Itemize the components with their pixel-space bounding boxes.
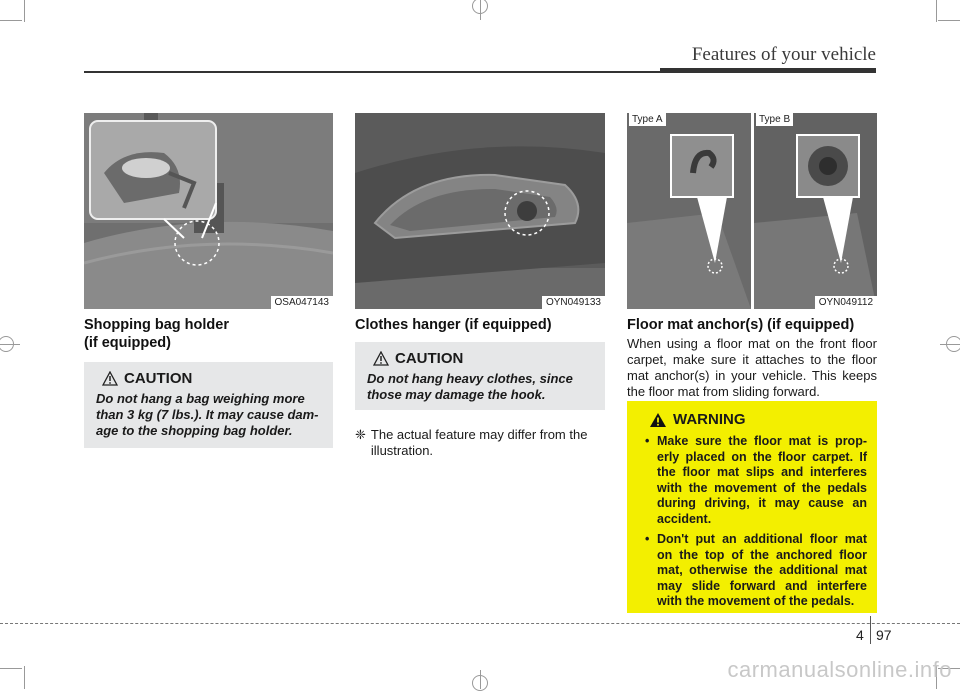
floor-mat-anchor-photo	[627, 113, 877, 309]
page-number-separator	[870, 616, 871, 644]
crop-mark	[938, 20, 960, 21]
crop-mark	[480, 0, 481, 20]
shopping-bag-holder-photo	[84, 113, 333, 309]
figure-code: OYN049112	[815, 296, 877, 309]
clothes-hanger-illustration	[355, 113, 605, 309]
crop-mark	[24, 0, 25, 22]
type-a-label: Type A	[629, 113, 666, 126]
warning-triangle-icon	[649, 412, 667, 428]
crop-mark	[0, 20, 22, 21]
crop-mark	[0, 344, 20, 345]
footer-rule	[0, 623, 960, 624]
clothes-hanger-title: Clothes hanger (if equipped)	[355, 317, 552, 333]
chapter-number: 4	[856, 627, 864, 643]
crop-mark	[480, 670, 481, 689]
note-text: The actual feature may differ from the illustration.	[370, 427, 588, 458]
crop-mark	[0, 668, 22, 669]
clothes-hanger-caution-box	[355, 342, 605, 410]
clothes-hanger-note	[355, 427, 605, 459]
warning-list	[637, 434, 867, 610]
page-number: 97	[876, 627, 892, 643]
floor-mat-body-text: When using a floor mat on the front floor carpet, make sure it attaches to the floor mat anchor(s) in your vehicle. This keeps the floor mat from sliding forward.	[627, 336, 877, 399]
section-header-title: Features of your vehicle	[691, 44, 876, 65]
watermark-text: carmanualsonline.info	[727, 657, 952, 682]
caution-text: Do not hang a bag weighing more than 3 kg (7 lbs.). It may cause dam- age to the shopping bag holder.	[96, 391, 319, 438]
warning-item: • Don't put an additional floor mat on the top of the anchored floor mat, otherwise the additional mat may slide forward and interfere with the movement of the pedals.	[637, 532, 867, 610]
header-rule-accent	[660, 68, 876, 73]
warning-heading: WARNING	[649, 411, 867, 428]
shopping-bag-holder-title: Shopping bag holder (if equipped)	[84, 317, 229, 351]
warning-item: • Make sure the floor mat is prop- erly placed on the floor carpet. If the floor mat slips and interferes with the movement of the pedals during driving, it may cause an accident.	[637, 434, 867, 527]
type-b-label: Type B	[756, 113, 793, 126]
figure-code: OYN049133	[542, 296, 605, 309]
crop-mark	[936, 0, 937, 22]
caution-heading: CAUTION	[102, 370, 321, 387]
crop-mark	[24, 666, 25, 689]
crop-mark	[940, 344, 960, 345]
shopping-bag-caution-box	[84, 362, 333, 448]
floor-mat-warning-box	[627, 401, 877, 613]
note-symbol: ❈	[355, 427, 366, 442]
caution-triangle-icon	[102, 371, 118, 386]
clothes-hanger-photo	[355, 113, 605, 309]
figure-code: OSA047143	[271, 296, 334, 309]
shopping-bag-holder-illustration	[84, 113, 333, 309]
floor-mat-anchor-title: Floor mat anchor(s) (if equipped)	[627, 317, 855, 333]
caution-text: Do not hang heavy clothes, since those may damage the hook.	[367, 371, 573, 402]
caution-heading: CAUTION	[373, 350, 593, 367]
floor-mat-anchor-illustration	[627, 113, 877, 309]
caution-triangle-icon	[373, 351, 389, 366]
